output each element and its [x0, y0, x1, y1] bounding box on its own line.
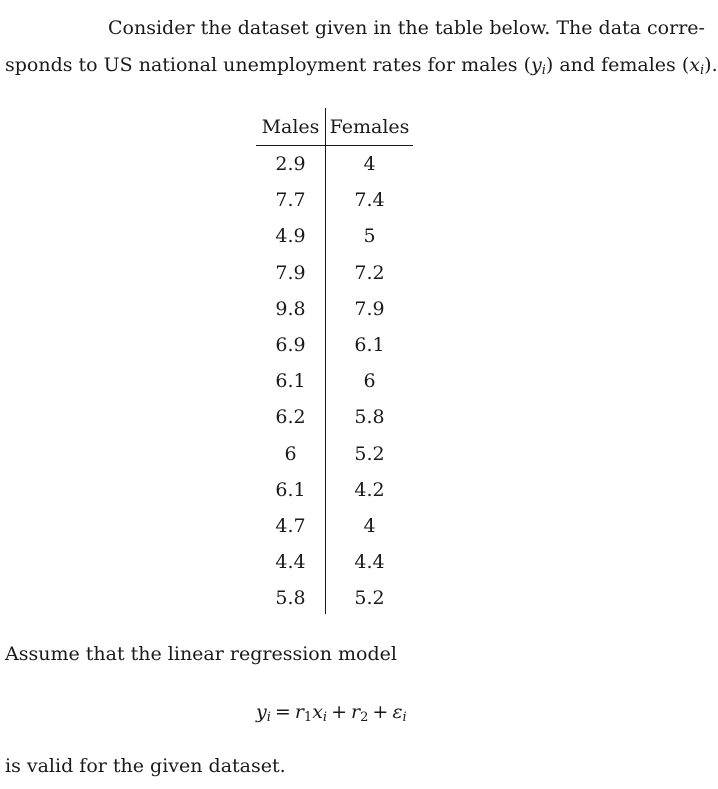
- cell-females: 4: [363, 514, 376, 537]
- eq-equals: =: [274, 701, 291, 723]
- cell-females: 4.2: [354, 478, 385, 501]
- table-row: [256, 544, 413, 580]
- cell-females: 7.4: [354, 189, 385, 212]
- table-row: [256, 255, 413, 291]
- regression-equation: [256, 703, 407, 724]
- eq-r1-subscript: 1: [303, 710, 313, 725]
- table-row: [256, 399, 413, 435]
- cell-females: 7.9: [354, 297, 385, 320]
- table-row: [256, 146, 413, 182]
- cell-males: 7.7: [275, 189, 306, 212]
- cell-females: 5.2: [354, 442, 385, 465]
- cell-females: 5.8: [354, 406, 385, 429]
- eq-x: x: [312, 701, 323, 723]
- data-table: [256, 108, 413, 614]
- cell-females: 5.2: [354, 587, 385, 610]
- eq-plus-1: +: [331, 701, 348, 723]
- female-variable: x: [689, 54, 700, 76]
- intro-text-b: ) and females (: [545, 54, 690, 76]
- cell-males: 6.1: [275, 370, 306, 393]
- eq-epsilon-subscript: i: [402, 710, 407, 725]
- column-header-males: Males: [261, 116, 320, 138]
- eq-x-subscript: i: [322, 710, 328, 725]
- cell-males: 4.4: [275, 551, 306, 574]
- cell-males: 5.8: [275, 587, 306, 610]
- male-variable: y: [530, 54, 542, 76]
- cell-females: 5: [363, 225, 376, 248]
- cell-females: 4: [363, 153, 376, 175]
- female-variable-subscript: i: [699, 63, 705, 78]
- cell-males: 7.9: [275, 261, 306, 284]
- male-variable-subscript: i: [541, 63, 546, 78]
- table-row: [256, 291, 413, 327]
- table-row: [256, 472, 413, 508]
- table-body: [256, 146, 413, 616]
- eq-lhs-subscript: i: [266, 710, 271, 725]
- intro-line-1: Consider the dataset given in the table below. The data corre-: [108, 17, 705, 39]
- table-row: [256, 508, 413, 544]
- eq-epsilon: ε: [392, 701, 403, 723]
- cell-males: 4.9: [275, 225, 306, 248]
- eq-plus-2: +: [372, 701, 389, 723]
- cell-males: 6: [284, 442, 297, 465]
- intro-text-c: ).: [704, 54, 718, 76]
- cell-males: 6.2: [275, 406, 306, 429]
- cell-males: 6.1: [275, 478, 306, 501]
- eq-r1: r: [294, 701, 304, 723]
- eq-r2: r: [351, 701, 361, 723]
- cell-males: 6.9: [275, 333, 306, 356]
- table-row: [256, 580, 413, 616]
- table-row: [256, 218, 413, 254]
- cell-females: 6: [363, 370, 376, 393]
- table-row: [256, 327, 413, 363]
- cell-males: 4.7: [275, 514, 306, 537]
- cell-females: 7.2: [354, 261, 385, 284]
- assumption-text: Assume that the linear regression model: [5, 643, 397, 665]
- validity-text: is valid for the given dataset.: [5, 755, 286, 777]
- table-row: [256, 436, 413, 472]
- cell-males: 2.9: [275, 153, 306, 175]
- intro-text-a: sponds to US national unemployment rates for males (: [5, 54, 531, 76]
- eq-lhs: y: [256, 701, 267, 723]
- eq-r2-subscript: 2: [360, 710, 369, 725]
- cell-males: 9.8: [275, 297, 306, 320]
- cell-females: 4.4: [354, 551, 385, 574]
- intro-line-2: [5, 56, 718, 77]
- column-header-females: Females: [329, 116, 410, 138]
- cell-females: 6.1: [354, 333, 385, 356]
- table-row: [256, 363, 413, 399]
- table-row: [256, 182, 413, 218]
